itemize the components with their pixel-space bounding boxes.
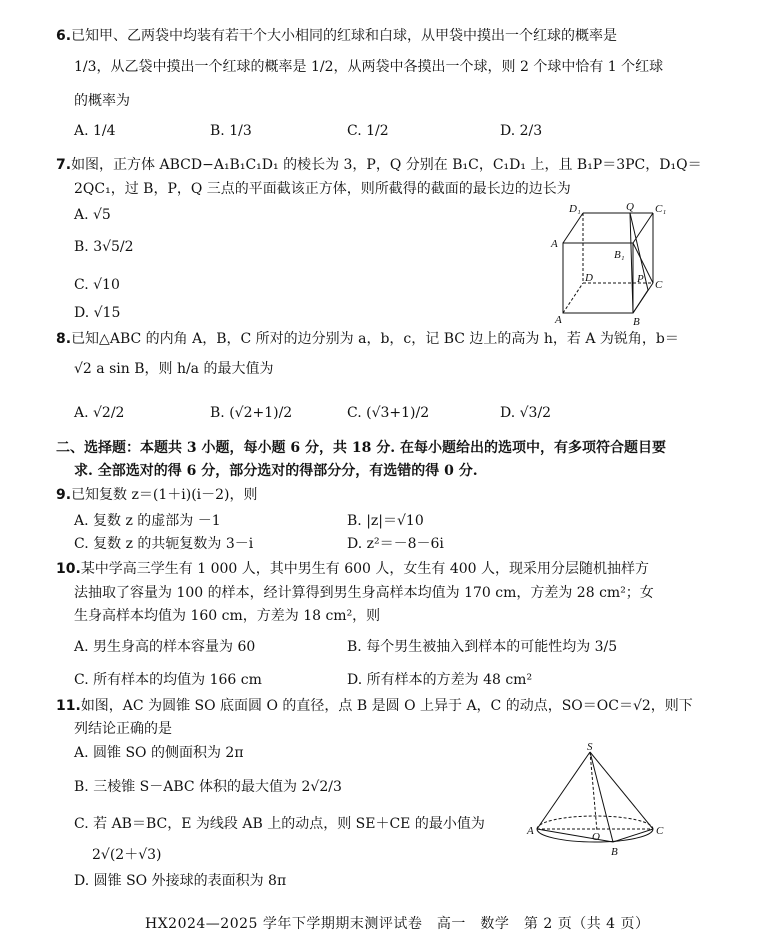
q11-line2: 列结论正确的是 xyxy=(74,721,172,737)
q9-option-c[interactable]: C. 复数 z 的共轭复数为 3－i xyxy=(74,536,254,552)
q6-line3: 的概率为 xyxy=(74,93,130,109)
section2-line1: 二、选择题：本题共 3 小题，每小题 6 分，共 18 分. 在每小题给出的选项中，有多项符合题目要 xyxy=(56,440,666,456)
q10-option-a[interactable]: A. 男生身高的样本容量为 60 xyxy=(74,639,256,655)
q6-option-a[interactable]: A. 1/4 xyxy=(74,123,116,139)
q8-option-d[interactable]: D. √3/2 xyxy=(500,405,552,421)
q6-option-d[interactable]: D. 2/3 xyxy=(500,123,543,139)
q7-option-a[interactable]: A. √5 xyxy=(74,207,111,223)
q8-number: 8. xyxy=(56,331,72,347)
q8-text-1: 已知△ABC 的内角 A，B，C 所对的边分别为 a，b，c，记 BC 边上的高为 h，若 A 为锐角，b＝ xyxy=(71,331,679,347)
q10-number: 10. xyxy=(56,561,81,577)
q11-number: 11. xyxy=(56,698,81,714)
cone-label-c: C xyxy=(656,825,664,837)
q6-option-c[interactable]: C. 1/2 xyxy=(347,123,389,139)
q9-line1 xyxy=(56,486,258,504)
page-footer: HX2024—2025 学年下学期期末测评试卷 高一 数学 第 2 页（共 4 页） xyxy=(145,916,650,932)
q6-number: 6. xyxy=(56,28,72,44)
q8-option-a[interactable]: A. √2/2 xyxy=(74,405,125,421)
cube-figure xyxy=(545,198,675,328)
q6-line1 xyxy=(56,27,617,45)
q9-option-d[interactable]: D. z²＝－8－6i xyxy=(347,536,444,552)
q10-line3: 生身高样本均值为 160 cm，方差为 18 cm²，则 xyxy=(74,608,381,624)
q6-line2: 1/3，从乙袋中摸出一个红球的概率是 1/2，从两袋中各摸出一个球，则 2 个球中恰有 1 个红球 xyxy=(74,59,664,75)
q7-line1 xyxy=(56,156,702,174)
q11-option-c[interactable]: C. 若 AB＝BC，E 为线段 AB 上的动点，则 SE＋CE 的最小值为 xyxy=(74,816,485,832)
q7-text-1: 如图，正方体 ABCD−A₁B₁C₁D₁ 的棱长为 3，P，Q 分别在 B₁C，C₁D₁ 上，且 B₁P＝3PC，D₁Q＝ xyxy=(71,157,702,173)
cube-label-d1: D₁ xyxy=(569,203,581,215)
q8-line2: √2 a sin B，则 h/a 的最大值为 xyxy=(74,361,274,377)
q6-text-1: 已知甲、乙两袋中均装有若干个大小相同的红球和白球，从甲袋中摸出一个红球的概率是 xyxy=(71,28,618,44)
q11-text-1: 如图，AC 为圆锥 SO 底面圆 O 的直径，点 B 是圆 O 上异于 A，C 的动点，SO＝OC＝√2，则下 xyxy=(80,698,693,714)
cube-label-c1: C₁ xyxy=(655,203,667,215)
q11-option-c-continued: 2√(2＋√3) xyxy=(92,847,162,863)
q7-number: 7. xyxy=(56,157,72,173)
cube-label-c: C xyxy=(655,279,663,291)
q10-option-b[interactable]: B. 每个男生被抽入到样本的可能性均为 3/5 xyxy=(347,639,618,655)
q8-option-b[interactable]: B. (√2+1)/2 xyxy=(210,405,293,421)
q10-option-d[interactable]: D. 所有样本的方差为 48 cm² xyxy=(347,672,533,688)
q11-option-a[interactable]: A. 圆锥 SO 的侧面积为 2π xyxy=(74,745,244,761)
q6-option-b[interactable]: B. 1/3 xyxy=(210,123,252,139)
q10-option-c[interactable]: C. 所有样本的均值为 166 cm xyxy=(74,672,262,688)
cube-label-a-bottom: A xyxy=(555,314,562,326)
q10-text-1: 某中学高三学生有 1 000 人，其中男生有 600 人，女生有 400 人，现采用分层随机抽样方 xyxy=(80,561,650,577)
q11-line1 xyxy=(56,697,693,715)
cube-label-d: D xyxy=(585,272,593,284)
q10-line1 xyxy=(56,560,649,578)
q11-option-d[interactable]: D. 圆锥 SO 外接球的表面积为 8π xyxy=(74,873,287,889)
cone-label-o: O xyxy=(592,831,600,843)
q7-option-d[interactable]: D. √15 xyxy=(74,305,121,321)
cone-figure xyxy=(525,742,675,862)
cube-label-b1: B₁ xyxy=(614,249,625,261)
cube-label-q: Q xyxy=(626,201,634,213)
cube-label-p: P xyxy=(637,273,644,285)
q10-line2: 法抽取了容量为 100 的样本，经计算得到男生身高样本均值为 170 cm，方差为 28 cm²；女 xyxy=(74,585,654,601)
cone-label-s: S xyxy=(587,742,593,753)
section2-line2: 求. 全部选对的得 6 分，部分选对的得部分分，有选错的得 0 分. xyxy=(74,463,478,479)
cube-label-b: B xyxy=(633,316,640,328)
cone-label-a: A xyxy=(527,825,534,837)
q9-option-a[interactable]: A. 复数 z 的虚部为 －1 xyxy=(74,513,221,529)
q9-text-1: 已知复数 z＝(1＋i)(i－2)，则 xyxy=(71,487,258,503)
q7-option-b[interactable]: B. 3√5/2 xyxy=(74,239,134,255)
q9-number: 9. xyxy=(56,487,72,503)
q7-line2: 2QC₁，过 B，P，Q 三点的平面截该正方体，则所截得的截面的最长边的边长为 xyxy=(74,181,571,197)
q9-option-b[interactable]: B. |z|＝√10 xyxy=(347,513,424,529)
q11-option-b[interactable]: B. 三棱锥 S－ABC 体积的最大值为 2√2/3 xyxy=(74,779,342,795)
cone-label-b: B xyxy=(611,846,618,858)
q7-option-c[interactable]: C. √10 xyxy=(74,277,120,293)
cube-label-a-top: A xyxy=(551,238,558,250)
q8-option-c[interactable]: C. (√3+1)/2 xyxy=(347,405,430,421)
q8-line1 xyxy=(56,330,679,348)
